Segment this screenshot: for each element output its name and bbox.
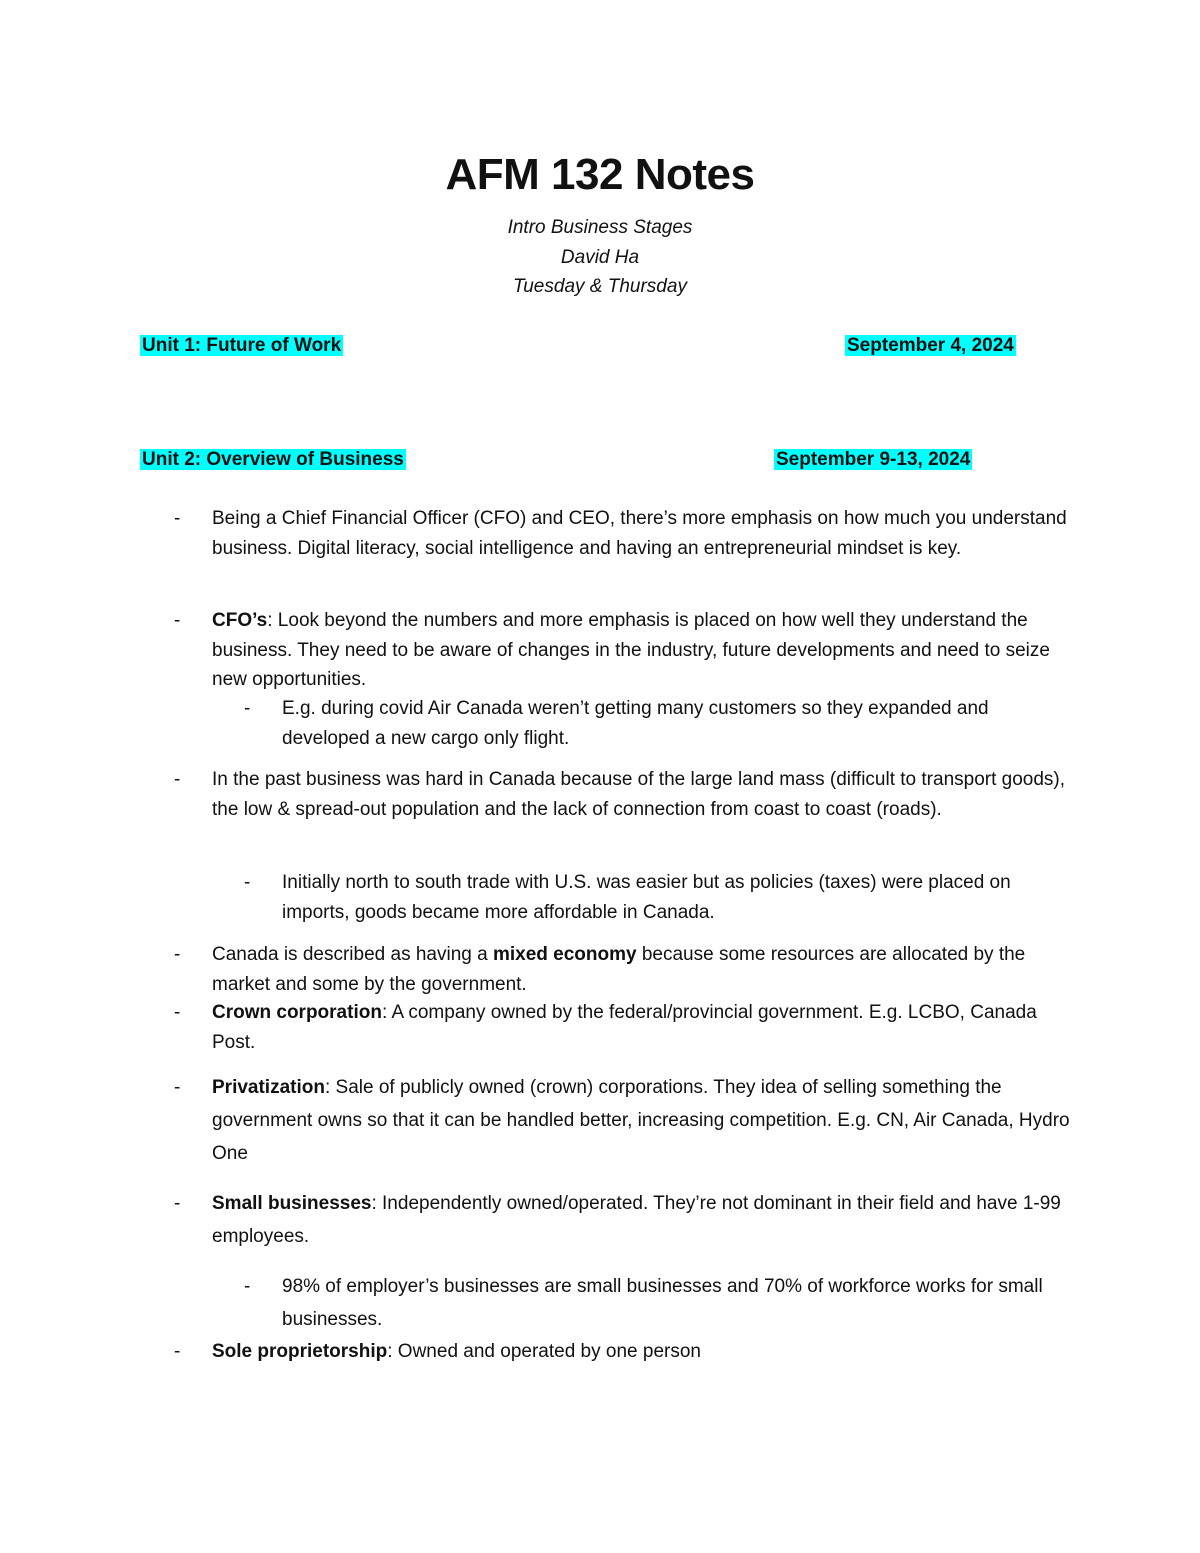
unit-2-label: Unit 2: Overview of Business [142,449,404,470]
note-text: : Owned and operated by one person [387,1341,701,1362]
bullet-dash: - [174,1077,181,1098]
bullet-dash: - [244,698,251,719]
bullet-dash: - [174,1002,181,1023]
document-author: David Ha [560,247,640,268]
note-bullet [174,504,1072,563]
unit-1-date: September 4, 2024 [847,335,1014,356]
bullet-dash: - [244,1276,251,1297]
bullet-dash: - [174,1193,181,1214]
unit-1-label: Unit 1: Future of Work [142,335,342,356]
note-bullet [174,940,1072,999]
note-sub-bullet [244,694,1072,753]
document-subtitle: Intro Business Stages [507,217,693,238]
note-term: Sole proprietorship [212,1341,388,1362]
note-bullet [174,1071,1072,1170]
note-term: Small businesses [212,1193,372,1214]
bullet-dash: - [244,872,251,893]
note-text: : Look beyond the numbers and more emphasis is placed on how well they understand the business. They need to be aware of changes in the industry, future developments and need to seize new opportunities. [212,610,1050,690]
document-schedule: Tuesday & Thursday [513,276,687,297]
note-text: Being a Chief Financial Officer (CFO) and CEO, there’s more emphasis on how much you understand business. Digital literacy, social intelligence and having an entrepreneurial mindset is key. [212,508,1067,559]
note-bullet [174,765,1072,824]
bullet-dash: - [174,769,181,790]
unit-2-date: September 9-13, 2024 [776,449,971,470]
unit-1-heading [140,332,343,360]
note-text: : Sale of publicly owned (crown) corporations. They idea of selling something the government owns so that it can be handled better, increasing competition. E.g. CN, Air Canada, Hydro One [212,1077,1070,1164]
bullet-dash: - [174,944,181,965]
unit-2-heading [140,446,406,474]
bullet-dash: - [174,610,181,631]
note-term: CFO’s [212,610,268,631]
note-bullet [174,1337,1072,1367]
note-bullet [174,998,1072,1057]
note-term: Privatization [212,1077,325,1098]
note-text: Initially north to south trade with U.S. was easier but as policies (taxes) were placed on imports, goods became more affordable in Canada. [282,872,1011,923]
note-sub-bullet [244,868,1072,927]
note-term: Crown corporation [212,1002,382,1023]
unit-2-date-wrap [774,446,972,474]
note-bullet [174,606,1072,695]
unit-1-date-wrap [845,332,1016,360]
note-text: because some resources are allocated by the market and some by the government. [212,944,1026,995]
note-text: : A company owned by the federal/provincial government. E.g. LCBO, Canada Post. [212,1002,1037,1053]
note-text: : Independently owned/operated. They’re not dominant in their field and have 1-99 employees. [212,1193,1061,1247]
note-bullet [174,1187,1072,1253]
note-text-pre: Canada is described as having a [212,944,493,965]
note-sub-bullet [244,1270,1072,1336]
document-title: AFM 132 Notes [445,150,755,199]
note-term: mixed economy [492,944,637,965]
note-text: In the past business was hard in Canada because of the large land mass (difficult to transport goods), the low & spread-out population and the lack of connection from coast to coast (roads). [212,769,1066,820]
bullet-dash: - [174,508,181,529]
note-text: E.g. during covid Air Canada weren’t getting many customers so they expanded and developed a new cargo only flight. [282,698,989,749]
note-text: 98% of employer’s businesses are small businesses and 70% of workforce works for small businesses. [282,1276,1043,1330]
bullet-dash: - [174,1341,181,1362]
